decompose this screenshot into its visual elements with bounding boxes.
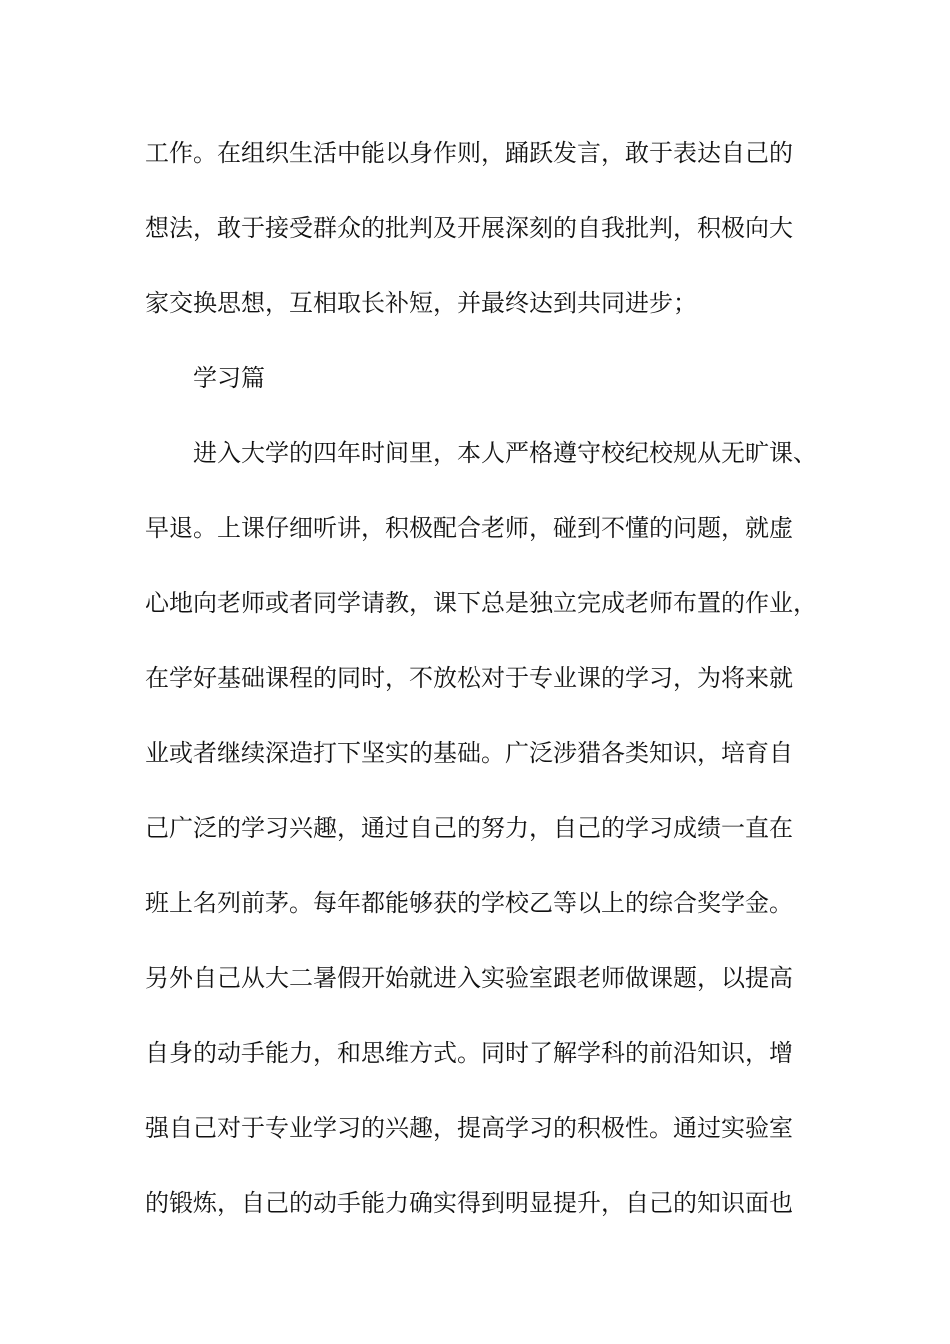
document-body (145, 131, 825, 1256)
text-line: 自身的动手能力，和思维方式。同时了解学科的前沿知识，增 (145, 1039, 793, 1067)
text-line: 工作。在组织生活中能以身作则，踊跃发言，敢于表达自己的 (145, 139, 793, 167)
text-line: 在学好基础课程的同时，不放松对于专业课的学习，为将来就 (145, 664, 793, 692)
text-line: 业或者继续深造打下坚实的基础。广泛涉猎各类知识，培育自 (145, 739, 793, 767)
text-line: 强自己对于专业学习的兴趣，提高学习的积极性。通过实验室 (145, 1114, 793, 1142)
text-line: 早退。上课仔细听讲，积极配合老师，碰到不懂的问题，就虚 (145, 514, 793, 542)
text-line: 的锻炼，自己的动手能力确实得到明显提升，自己的知识面也 (145, 1189, 793, 1217)
text-line: 另外自己从大二暑假开始就进入实验室跟老师做课题，以提高 (145, 964, 793, 992)
text-line: 想法，敢于接受群众的批判及开展深刻的自我批判，积极向大 (145, 214, 793, 242)
text-line: 心地向老师或者同学请教，课下总是独立完成老师布置的作业， (145, 589, 817, 617)
text-line: 己广泛的学习兴趣，通过自己的努力，自己的学习成绩一直在 (145, 814, 793, 842)
text-line: 进入大学的四年时间里，本人严格遵守校纪校规从无旷课、 (193, 439, 817, 467)
text-line: 家交换思想，互相取长补短，并最终达到共同进步； (145, 289, 697, 317)
section-heading: 学习篇 (193, 364, 265, 392)
text-line: 班上名列前茅。每年都能够获的学校乙等以上的综合奖学金。 (145, 889, 793, 917)
